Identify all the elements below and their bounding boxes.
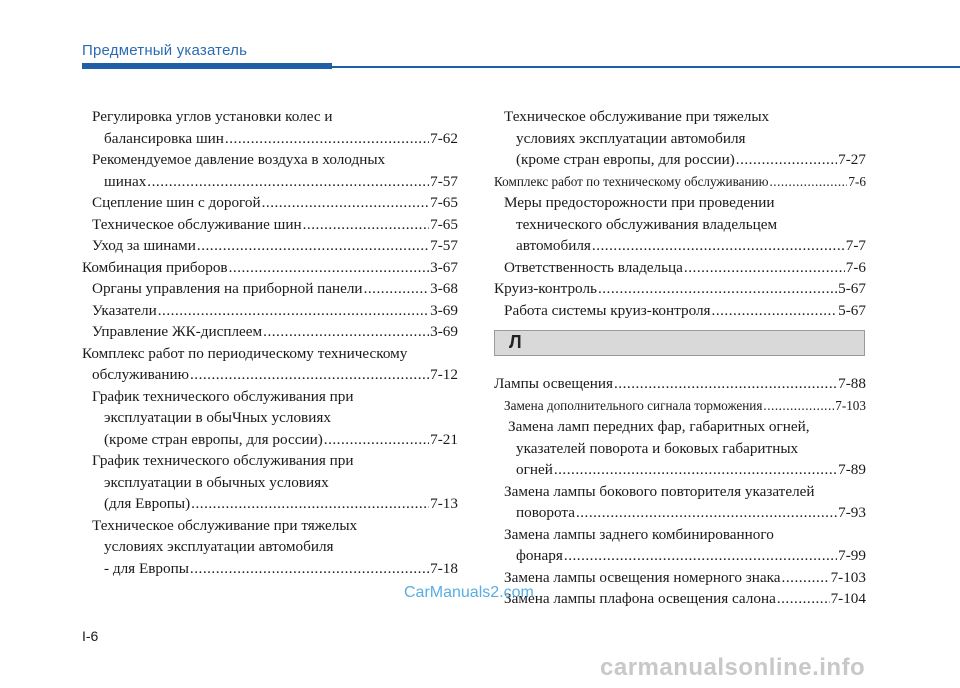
leader-dots [225,128,429,150]
entry-page: 7-13 [430,495,458,512]
leader-dots [263,321,429,343]
index-entry [82,214,458,236]
leader-dots [364,278,430,300]
index-entry [494,416,866,438]
entry-text: Работа системы круиз-контроля [504,301,711,319]
entry-text: Замена дополнительного сигнала торможения [504,397,763,413]
index-column-right-top [494,106,866,321]
leader-dots [564,545,837,567]
entry-page: 3-69 [430,323,458,340]
entry-text: шинах [104,172,147,190]
leader-dots [576,502,837,524]
index-entry [82,171,458,193]
index-entry [494,300,866,322]
entry-text: График технического обслуживания при [92,387,354,405]
entry-page: 7-99 [838,547,866,564]
index-entry [82,407,458,429]
leader-dots [736,149,837,171]
entry-text: Указатели [92,301,157,319]
entry-text: (для Европы) [104,495,191,512]
index-entry [82,343,458,365]
entry-page: 7-103 [835,397,866,413]
entry-text: Меры предосторожности при проведении [504,194,775,211]
entry-text: Техническое обслуживание при тяжелых [504,108,770,125]
index-entry [82,558,458,580]
leader-dots [303,214,430,236]
entry-text: Лампы освещения [494,375,613,392]
entry-text: Круиз-контроль [494,280,597,297]
entry-text: условиях эксплуатации автомобиля [516,129,746,147]
entry-text: Техническое обслуживание при тяжелых [92,516,358,534]
leader-dots [598,278,837,300]
entry-text: огней [516,461,553,478]
entry-page: 7-57 [430,172,458,190]
index-entry [494,524,866,546]
leader-dots [769,171,847,193]
entry-page: 7-6 [848,173,866,189]
entry-text: указателей поворота и боковых габаритных [516,439,799,457]
leader-dots [614,373,837,395]
entry-text: (кроме стран европы, для россии) [104,430,323,448]
entry-text: поворота [516,504,575,521]
entry-page: 3-68 [430,280,458,297]
index-entry [494,502,866,524]
index-column-right-bottom [494,373,866,610]
entry-text: Комплекс работ по техническому обслуживанию [494,173,769,189]
entry-page: 7-88 [838,375,866,392]
index-entry [494,192,866,214]
entry-page: 7-57 [430,237,458,254]
entry-text: обслуживанию [92,366,189,383]
index-entry [494,373,866,395]
entry-page: 7-18 [430,559,458,577]
watermark-carmanuals: CarManuals2.com [404,584,534,601]
entry-text: Замена лампы плафона освещения салона [504,590,776,607]
index-entry [494,149,866,171]
header-rule [332,66,960,68]
entry-text: Замена лампы заднего комбинированного [504,525,774,543]
index-entry [494,235,866,257]
entry-text: Замена ламп передних фар, габаритных огней, [508,418,810,435]
index-entry [82,364,458,386]
index-entry [82,515,458,537]
leader-dots [262,192,430,214]
watermark-carmanualsonline: carmanualsonline.info [600,654,866,681]
entry-page: 7-65 [430,215,458,233]
entry-page: 7-104 [830,590,866,607]
leader-dots [782,567,830,589]
entry-text: Техническое обслуживание шин [92,215,302,233]
index-entry [494,395,866,417]
leader-dots [190,558,429,580]
entry-text: эксплуатации в обычных условиях [104,473,329,491]
index-entry [494,278,866,300]
entry-text: График технического обслуживания при [92,452,354,469]
index-entry [82,192,458,214]
index-entry [494,128,866,150]
entry-text: Управление ЖК-дисплеем [92,323,263,340]
entry-page: 7-6 [845,258,866,276]
index-entry [82,278,458,300]
leader-dots [324,429,429,451]
index-entry [82,386,458,408]
entry-text: технического обслуживания владельцем [516,215,778,233]
index-entry [494,545,866,567]
entry-text: (кроме стран европы, для россии) [516,151,735,168]
entry-text: Регулировка углов установки колес и [92,108,333,125]
index-entry [82,106,458,128]
index-entry [82,493,458,515]
leader-dots [197,235,429,257]
index-entry [82,257,458,279]
index-entry [82,321,458,343]
index-entry [494,567,866,589]
header-accent-bar [82,63,332,69]
section-letter: Л [509,332,522,352]
leader-dots [763,395,834,417]
leader-dots [147,171,429,193]
leader-dots [684,257,845,279]
index-entry [494,438,866,460]
index-entry [494,588,866,610]
index-entry [494,214,866,236]
entry-text: Замена лампы бокового повторителя указателей [504,482,815,500]
entry-page: 7-65 [430,194,458,211]
entry-page: 7-21 [430,430,458,448]
entry-page: 5-67 [838,280,866,297]
entry-text: Рекомендуемое давление воздуха в холодных [92,151,386,168]
entry-text: автомобиля [516,237,591,254]
index-entry [82,149,458,171]
entry-text: балансировка шин [104,129,224,147]
entry-text: - для Европы [104,559,189,577]
entry-page: 7-12 [430,366,458,383]
entry-page: 3-69 [430,301,458,319]
entry-text: Уход за шинами [92,237,196,254]
leader-dots [777,588,830,610]
leader-dots [190,364,429,386]
entry-text: Сцепление шин с дорогой [92,194,261,211]
leader-dots [554,459,837,481]
entry-page: 7-103 [830,568,866,586]
index-entry [82,128,458,150]
index-entry [82,536,458,558]
entry-page: 3-67 [430,258,458,276]
entry-text: условиях эксплуатации автомобиля [104,538,334,555]
index-entry [82,472,458,494]
entry-page: 7-27 [838,151,866,168]
entry-text: фонаря [516,547,563,564]
index-column-left [82,106,458,579]
index-entry [494,257,866,279]
page-header-title: Предметный указатель [82,42,248,59]
index-entry [494,106,866,128]
entry-text: Замена лампы освещения номерного знака [504,568,781,586]
index-entry [82,300,458,322]
leader-dots [712,300,838,322]
index-entry [494,459,866,481]
entry-text: Комплекс работ по периодическому техническому [82,344,408,362]
entry-text: Комбинация приборов [82,258,228,276]
entry-page: 5-67 [838,301,866,319]
entry-page: 7-62 [430,129,458,147]
index-entry [82,450,458,472]
entry-page: 7-7 [845,237,866,254]
entry-text: Органы управления на приборной панели [92,280,363,297]
leader-dots [158,300,429,322]
leader-dots [191,493,429,515]
index-entry [494,481,866,503]
leader-dots [229,257,430,279]
index-entry [82,429,458,451]
entry-page: 7-89 [838,461,866,478]
index-entry [82,235,458,257]
page-number: I-6 [82,628,99,644]
leader-dots [592,235,845,257]
entry-page: 7-93 [838,504,866,521]
entry-text: эксплуатации в обыЧных условиях [104,409,331,426]
section-header-l [494,330,865,356]
index-entry [494,171,866,193]
entry-text: Ответственность владельца [504,258,683,276]
